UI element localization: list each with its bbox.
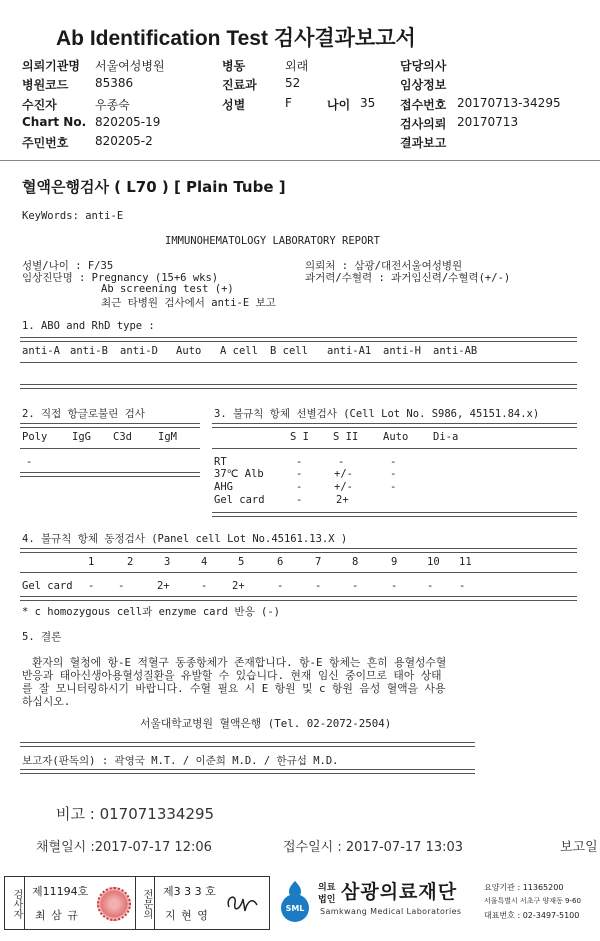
ward-label: 병동 — [222, 59, 246, 73]
diagnosis-line-3: 최근 타병원 검사에서 anti-E 보고 — [101, 297, 276, 309]
resident-label: 주민번호 — [22, 136, 69, 150]
dept-label: 진료과 — [222, 78, 257, 92]
s4-mid-rule — [20, 572, 577, 573]
org-type-line1: 의료 — [318, 883, 336, 893]
s1-h0: anti-A — [22, 345, 60, 357]
s5-title: 5. 결론 — [22, 631, 62, 643]
recipient-value: 우종숙 — [95, 98, 130, 112]
s2-h0: Poly — [22, 431, 48, 443]
s5-line-0: 환자의 혈청에 항-E 적혈구 동종항체가 존재합니다. 항-E 항체는 흔히 용혈성수혈 — [32, 656, 447, 669]
s1-h2: anti-D — [120, 345, 158, 357]
s4-note: * c homozygous cell과 enzyme card 반응 (-) — [22, 606, 281, 618]
s3-h1: S II — [333, 431, 359, 443]
s4-value-cell: - — [201, 580, 208, 592]
s3-row-3-c0: - — [296, 494, 303, 506]
s1-mid-rule — [20, 362, 577, 363]
resident-value: 820205-2 — [95, 134, 153, 148]
age-label: 나이 — [327, 98, 351, 112]
s4-top-rule — [20, 548, 577, 553]
s3-row-0-c0: - — [296, 456, 303, 468]
s3-row-2-c0: - — [296, 481, 303, 493]
s4-col-header: 8 — [352, 556, 359, 568]
doctor-label: 담당의사 — [400, 59, 447, 73]
s3-row-3-label: Gel card — [214, 494, 265, 506]
request-label: 검사의뢰 — [400, 117, 447, 131]
keywords: KeyWords: anti-E — [22, 210, 124, 222]
s4-col-header: 4 — [201, 556, 208, 568]
s4-col-header: 10 — [427, 556, 440, 568]
s1-h5: B cell — [270, 345, 308, 357]
clinical-label: 임상정보 — [400, 78, 447, 92]
s3-title: 3. 불규칙 항체 선별검사 (Cell Lot No. S986, 45151.84.x) — [214, 408, 540, 420]
s4-col-header: 1 — [88, 556, 95, 568]
chart-label: Chart No. — [22, 115, 87, 129]
org-type-line2: 법인 — [318, 895, 336, 905]
s2-h3: IgM — [158, 431, 177, 443]
collection-time: 채혈일시 :2017-07-17 12:06 — [36, 840, 212, 855]
sex-label: 성별 — [222, 98, 246, 112]
section-title: 혈액은행검사 ( L70 ) [ Plain Tube ] — [22, 178, 286, 196]
receipt-label: 접수번호 — [400, 98, 447, 112]
chart-value: 820205-19 — [95, 115, 161, 129]
examiner-license: 제11194호 — [32, 885, 89, 898]
s1-top-rule — [20, 337, 577, 342]
age-value: 35 — [360, 96, 376, 110]
recipient-label: 수진자 — [22, 98, 57, 112]
s2-top-rule — [20, 423, 200, 428]
s2-h2: C3d — [113, 431, 132, 443]
s4-title: 4. 불규칙 항체 동정검사 (Panel cell Lot No.45161.13.X ) — [22, 533, 348, 545]
result-label: 결과보고 — [400, 136, 447, 150]
s3-h0: S I — [290, 431, 309, 443]
ward-value: 외래 — [285, 59, 309, 73]
s4-value-cell: - — [118, 580, 125, 592]
signature-icon — [223, 887, 261, 919]
s1-title: 1. ABO and RhD type : — [22, 320, 155, 332]
receipt-time: 접수일시 : 2017-07-17 13:03 — [283, 840, 464, 855]
report-time-label: 보고일 — [560, 840, 598, 855]
s4-value-cell: - — [88, 580, 95, 592]
s3-mid-rule — [212, 448, 577, 449]
s2-title: 2. 직접 항글로불린 검사 — [22, 408, 145, 420]
examiner-label: 검사자 — [5, 877, 25, 929]
s2-mid-rule — [20, 448, 200, 449]
reporter: 보고자(판독의) : 곽영국 M.T. / 이준희 M.D. / 한규섭 M.D. — [22, 755, 339, 767]
hospital-code-value: 85386 — [95, 76, 134, 90]
s4-value-cell: 2+ — [232, 580, 245, 592]
dept-value: 52 — [285, 76, 301, 90]
s3-row-1-c0: - — [296, 468, 303, 480]
s5-line-1: 반응과 태아신생아용혈성질환을 유발할 수 있습니다. 현재 임신 중이므로 태아 상태 — [22, 669, 442, 682]
s4-value-cell: - — [391, 580, 398, 592]
s5-hospital: 서울대학교병원 혈액은행 (Tel. 02-2072-2504) — [140, 717, 392, 730]
s3-row-2-c2: - — [390, 481, 397, 493]
patient-sex-age: 성별/나이 : F/35 — [22, 260, 114, 272]
specialist-name: 지 현 영 — [165, 909, 209, 922]
s1-h4: A cell — [220, 345, 258, 357]
s3-row-1-c2: - — [390, 468, 397, 480]
remark: 비고 : 017071334295 — [56, 805, 215, 823]
examiner-name: 최 삼 규 — [35, 909, 79, 922]
lab-report-title: IMMUNOHEMATOLOGY LABORATORY REPORT — [165, 235, 380, 247]
s3-row-0-c1: - — [338, 456, 345, 468]
org-name: 삼광의료재단 — [341, 881, 458, 903]
s3-h3: Di-a — [433, 431, 459, 443]
report-title: Ab Identification Test 검사결과보고서 — [56, 27, 416, 50]
institution-value: 서울여성병원 — [95, 59, 165, 73]
s3-top-rule — [212, 423, 577, 428]
s1-h3: Auto — [176, 345, 202, 357]
s2-h1: IgG — [72, 431, 91, 443]
s2-value: - — [26, 456, 33, 468]
org-address: 서울특별시 서초구 양재동 9-60 — [484, 897, 581, 905]
s4-col-header: 2 — [127, 556, 134, 568]
s4-col-header: 5 — [238, 556, 245, 568]
header-divider — [0, 160, 600, 161]
examiner-seal-icon — [97, 887, 131, 921]
s3-row-0-label: RT — [214, 456, 227, 468]
s4-col-header: 7 — [315, 556, 322, 568]
s3-bottom-rule — [212, 512, 577, 517]
s4-value-cell: - — [277, 580, 284, 592]
specialist-label: 전문의 — [135, 877, 155, 929]
history: 과거력/수혈력 : 과거임신력/수혈력(+/-) — [305, 272, 511, 284]
s3-row-1-c1: +/- — [334, 468, 353, 480]
org-phone: 대표번호 : 02-3497-5100 — [484, 911, 580, 920]
s1-h1: anti-B — [70, 345, 108, 357]
signature-box — [4, 876, 270, 930]
diagnosis-line-1: 임상진단명 : Pregnancy (15+6 wks) — [22, 272, 219, 284]
s4-col-header: 9 — [391, 556, 398, 568]
receipt-value: 20170713-34295 — [457, 96, 561, 110]
s3-row-1-label: 37℃ Alb — [214, 468, 264, 480]
s1-h8: anti-AB — [433, 345, 478, 357]
s1-h7: anti-H — [383, 345, 421, 357]
s4-value-cell: - — [459, 580, 466, 592]
s4-col-header: 11 — [459, 556, 472, 568]
s3-row-2-label: AHG — [214, 481, 233, 493]
org-registration: 요양기관 : 11365200 — [484, 883, 564, 892]
s4-col-header: 3 — [164, 556, 171, 568]
s1-bottom-rule — [20, 384, 577, 389]
s4-col-header: 6 — [277, 556, 284, 568]
diagnosis-line-2: Ab screening test (+) — [101, 283, 234, 295]
s3-row-3-c1: 2+ — [336, 494, 349, 506]
s2-bottom-rule — [20, 472, 200, 477]
s4-row-label: Gel card — [22, 580, 73, 592]
reporter-bottom-rule — [20, 769, 475, 774]
s4-bottom-rule — [20, 596, 577, 601]
specialist-license: 제3 3 3 호 — [163, 885, 216, 898]
s5-line-2: 를 잘 모니터링하시기 바랍니다. 수혈 필요 시 E 항원 및 c 항원 음성 혈액을 사용 — [22, 682, 446, 695]
institution-label: 의뢰기관명 — [22, 59, 80, 73]
s3-row-0-c2: - — [390, 456, 397, 468]
s5-line-3: 하십시오. — [22, 695, 71, 708]
s4-value-cell: 2+ — [157, 580, 170, 592]
reporter-top-rule — [20, 742, 475, 747]
s4-value-cell: - — [315, 580, 322, 592]
s3-row-2-c1: +/- — [334, 481, 353, 493]
sex-value: F — [285, 96, 292, 110]
s4-value-cell: - — [427, 580, 434, 592]
hospital-code-label: 병원코드 — [22, 78, 69, 92]
request-value: 20170713 — [457, 115, 519, 129]
s4-value-cell: - — [352, 580, 359, 592]
org-logo-icon — [274, 878, 316, 924]
s1-h6: anti-A1 — [327, 345, 372, 357]
org-logo-text: SML — [285, 904, 305, 913]
referral: 의뢰처 : 삼광/대전서울여성병원 — [305, 260, 463, 272]
org-name-en: Samkwang Medical Laboratories — [320, 907, 462, 916]
s3-h2: Auto — [383, 431, 409, 443]
